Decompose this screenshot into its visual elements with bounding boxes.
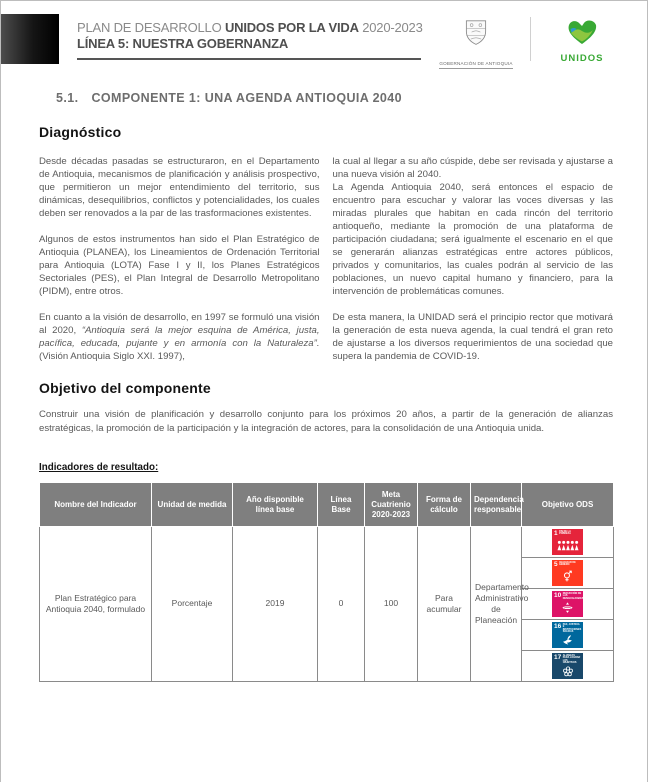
diagnostico-left-column (39, 155, 320, 363)
sdg-dove-icon (554, 634, 581, 647)
sdg-equality-icon (554, 600, 581, 615)
sdg-10-badge (552, 591, 583, 617)
diagnostico-right-column (333, 155, 614, 363)
cell-dependencia: Departamento Administrativo de Planeación (471, 527, 522, 682)
sdg-label: ALIANZAS PARA LOGRAR LOS OBJETIVOS (562, 653, 581, 665)
sdg-gender-icon (554, 568, 581, 585)
paragraph-text: (Visión Antioquia Siglo XXI. 1997), (39, 351, 185, 362)
column-header: Nombre del Indicador (40, 483, 152, 527)
paragraph: De esta manera, la UNIDAD será el principio rector que motivará la generación de esta nueva agenda, la cual tendrá el gran reto de ajustarse a los diversos requerimientos de una sociedad que supera la pandemia de COVID-19. (332, 312, 613, 362)
column-header: Línea Base (318, 483, 365, 527)
sdg-people-icon (554, 537, 581, 554)
cell-ods (522, 620, 614, 651)
paragraph (39, 311, 320, 363)
cell-unidad: Porcentaje (152, 527, 233, 682)
section-number: 5.1. (56, 91, 79, 105)
objetivo-paragraph: Construir una visión de planificación y desarrollo conjunto para los próximos 20 años, a partir de la generación de alianzas estratégicas, la promoción de la participación y la integración de actores, para la consolidación de una Antioquia unida. (39, 409, 613, 434)
gobernacion-logo (430, 17, 522, 70)
sdg-16-badge (552, 622, 583, 648)
logo-area (430, 17, 625, 70)
plan-name: UNIDOS POR LA VIDA (224, 20, 359, 35)
paragraph-text: En cuanto a la visión de desarrollo, en 1997 se formuló una visión al 2020, (39, 312, 320, 336)
column-header: Forma de cálculo (418, 483, 471, 527)
cell-ods (522, 558, 614, 589)
paragraph: Algunos de estos instrumentos han sido el Plan Estratégico de Antioquia (PLANEA), los Lineamientos de Ordenación Territorial para Antioquia (LOTA) Fase I y II, los Planes Estratégicos Sectoriales (PES), el Plan Integral de Desarrollo Metropolitano (PIDM), entre otros. (39, 234, 320, 297)
objetivo-heading: Objetivo del componente (39, 380, 211, 396)
column-header: Objetivo ODS (522, 483, 614, 527)
gobernacion-label: GOBERNACIÓN DE ANTIOQUIA (439, 61, 512, 69)
sdg-17-badge (552, 653, 583, 679)
section-title (39, 91, 613, 105)
sdg-rings-icon (554, 665, 581, 678)
indicadores-caption: Indicadores de resultado: (39, 462, 159, 473)
quoted-vision-text: “Antioquia será la mejor esquina de América, justa, pacífica, educada, pujante y en armonía con la Naturaleza”. (39, 325, 320, 349)
column-header: Meta Cuatrienio 2020-2023 (365, 483, 418, 527)
sdg-label: PAZ, JUSTICIA E INSTITUCIONES SÓLIDAS (562, 622, 582, 634)
cell-anio: 2019 (233, 527, 318, 682)
page-content (1, 66, 648, 682)
indicadores-table (39, 482, 614, 682)
logo-divider (530, 17, 531, 61)
diagnostico-heading: Diagnóstico (39, 124, 122, 140)
sdg-label: IGUALDAD DE GÉNERO (559, 560, 576, 567)
cell-meta: 100 (365, 527, 418, 682)
header-black-block (1, 14, 59, 64)
plan-prefix: PLAN DE DESARROLLO (77, 20, 222, 35)
cell-nombre: Plan Estratégico para Antioquia 2040, formulado (40, 527, 152, 682)
table-header-row (40, 483, 614, 527)
column-header: Dependencia responsable (471, 483, 522, 527)
sdg-number: 10 (554, 591, 562, 599)
heart-landscape-icon (562, 34, 602, 51)
paragraph: la cual al llegar a su año cúspide, debe ser revisada y ajustarse a una nueva visión al 2040. (332, 156, 613, 180)
section-text: COMPONENTE 1: UNA AGENDA ANTIOQUIA 2040 (91, 91, 402, 105)
plan-header (77, 20, 423, 51)
sdg-5-badge (552, 560, 583, 586)
header-rule (77, 58, 421, 60)
cell-forma: Para acumular (418, 527, 471, 682)
cell-linea-base: 0 (318, 527, 365, 682)
column-header: Año disponible línea base (233, 483, 318, 527)
sdg-number: 5 (554, 560, 558, 568)
cell-ods (522, 527, 614, 558)
sdg-1-badge (552, 529, 583, 555)
shield-crest-icon (461, 34, 491, 51)
table-row (40, 527, 614, 558)
sdg-label: FIN DE LA POBREZA (559, 529, 571, 536)
cell-ods (522, 589, 614, 620)
sdg-number: 17 (554, 653, 562, 661)
unidos-logo (539, 17, 625, 64)
cell-ods (522, 651, 614, 682)
paragraph: La Agenda Antioquia 2040, será entonces el espacio de encuentro para escuchar y valorar las voces diversas y las miradas plurales que habitan en cada rincón del territorio antioqueño, mediante la promoción de una plataforma de participación ciudadana; será igualmente el escenario en el que se generarán alianzas estratégicas entre actores públicos, privados y comunitarios, las cuales podrán al servicio de las poblaciones, un nuevo capital humano y financiero, para la intervención de problemáticas comunes. (332, 182, 613, 297)
sdg-label: REDUCCIÓN DE LAS DESIGUALDADES (562, 591, 583, 600)
plan-years: 2020-2023 (362, 20, 423, 35)
paragraph: Desde décadas pasadas se estructuraron, en el Departamento de Antioquia, mecanismos de planificación y análisis prospectivo, que permitieron un mejor entendimiento del territorio, sus dinámicas, desequilibrios, conflictos y potencialidades, los cuales deben ser renovados a la par de las trasformaciones existentes. (39, 156, 320, 219)
unidos-label: UNIDOS (560, 53, 604, 64)
sdg-number: 1 (554, 529, 558, 537)
sdg-number: 16 (554, 622, 562, 630)
linea-title: LÍNEA 5: NUESTRA GOBERNANZA (77, 36, 289, 51)
plan-title-line (77, 20, 423, 35)
diagnostico-columns (39, 155, 613, 363)
column-header: Unidad de medida (152, 483, 233, 527)
